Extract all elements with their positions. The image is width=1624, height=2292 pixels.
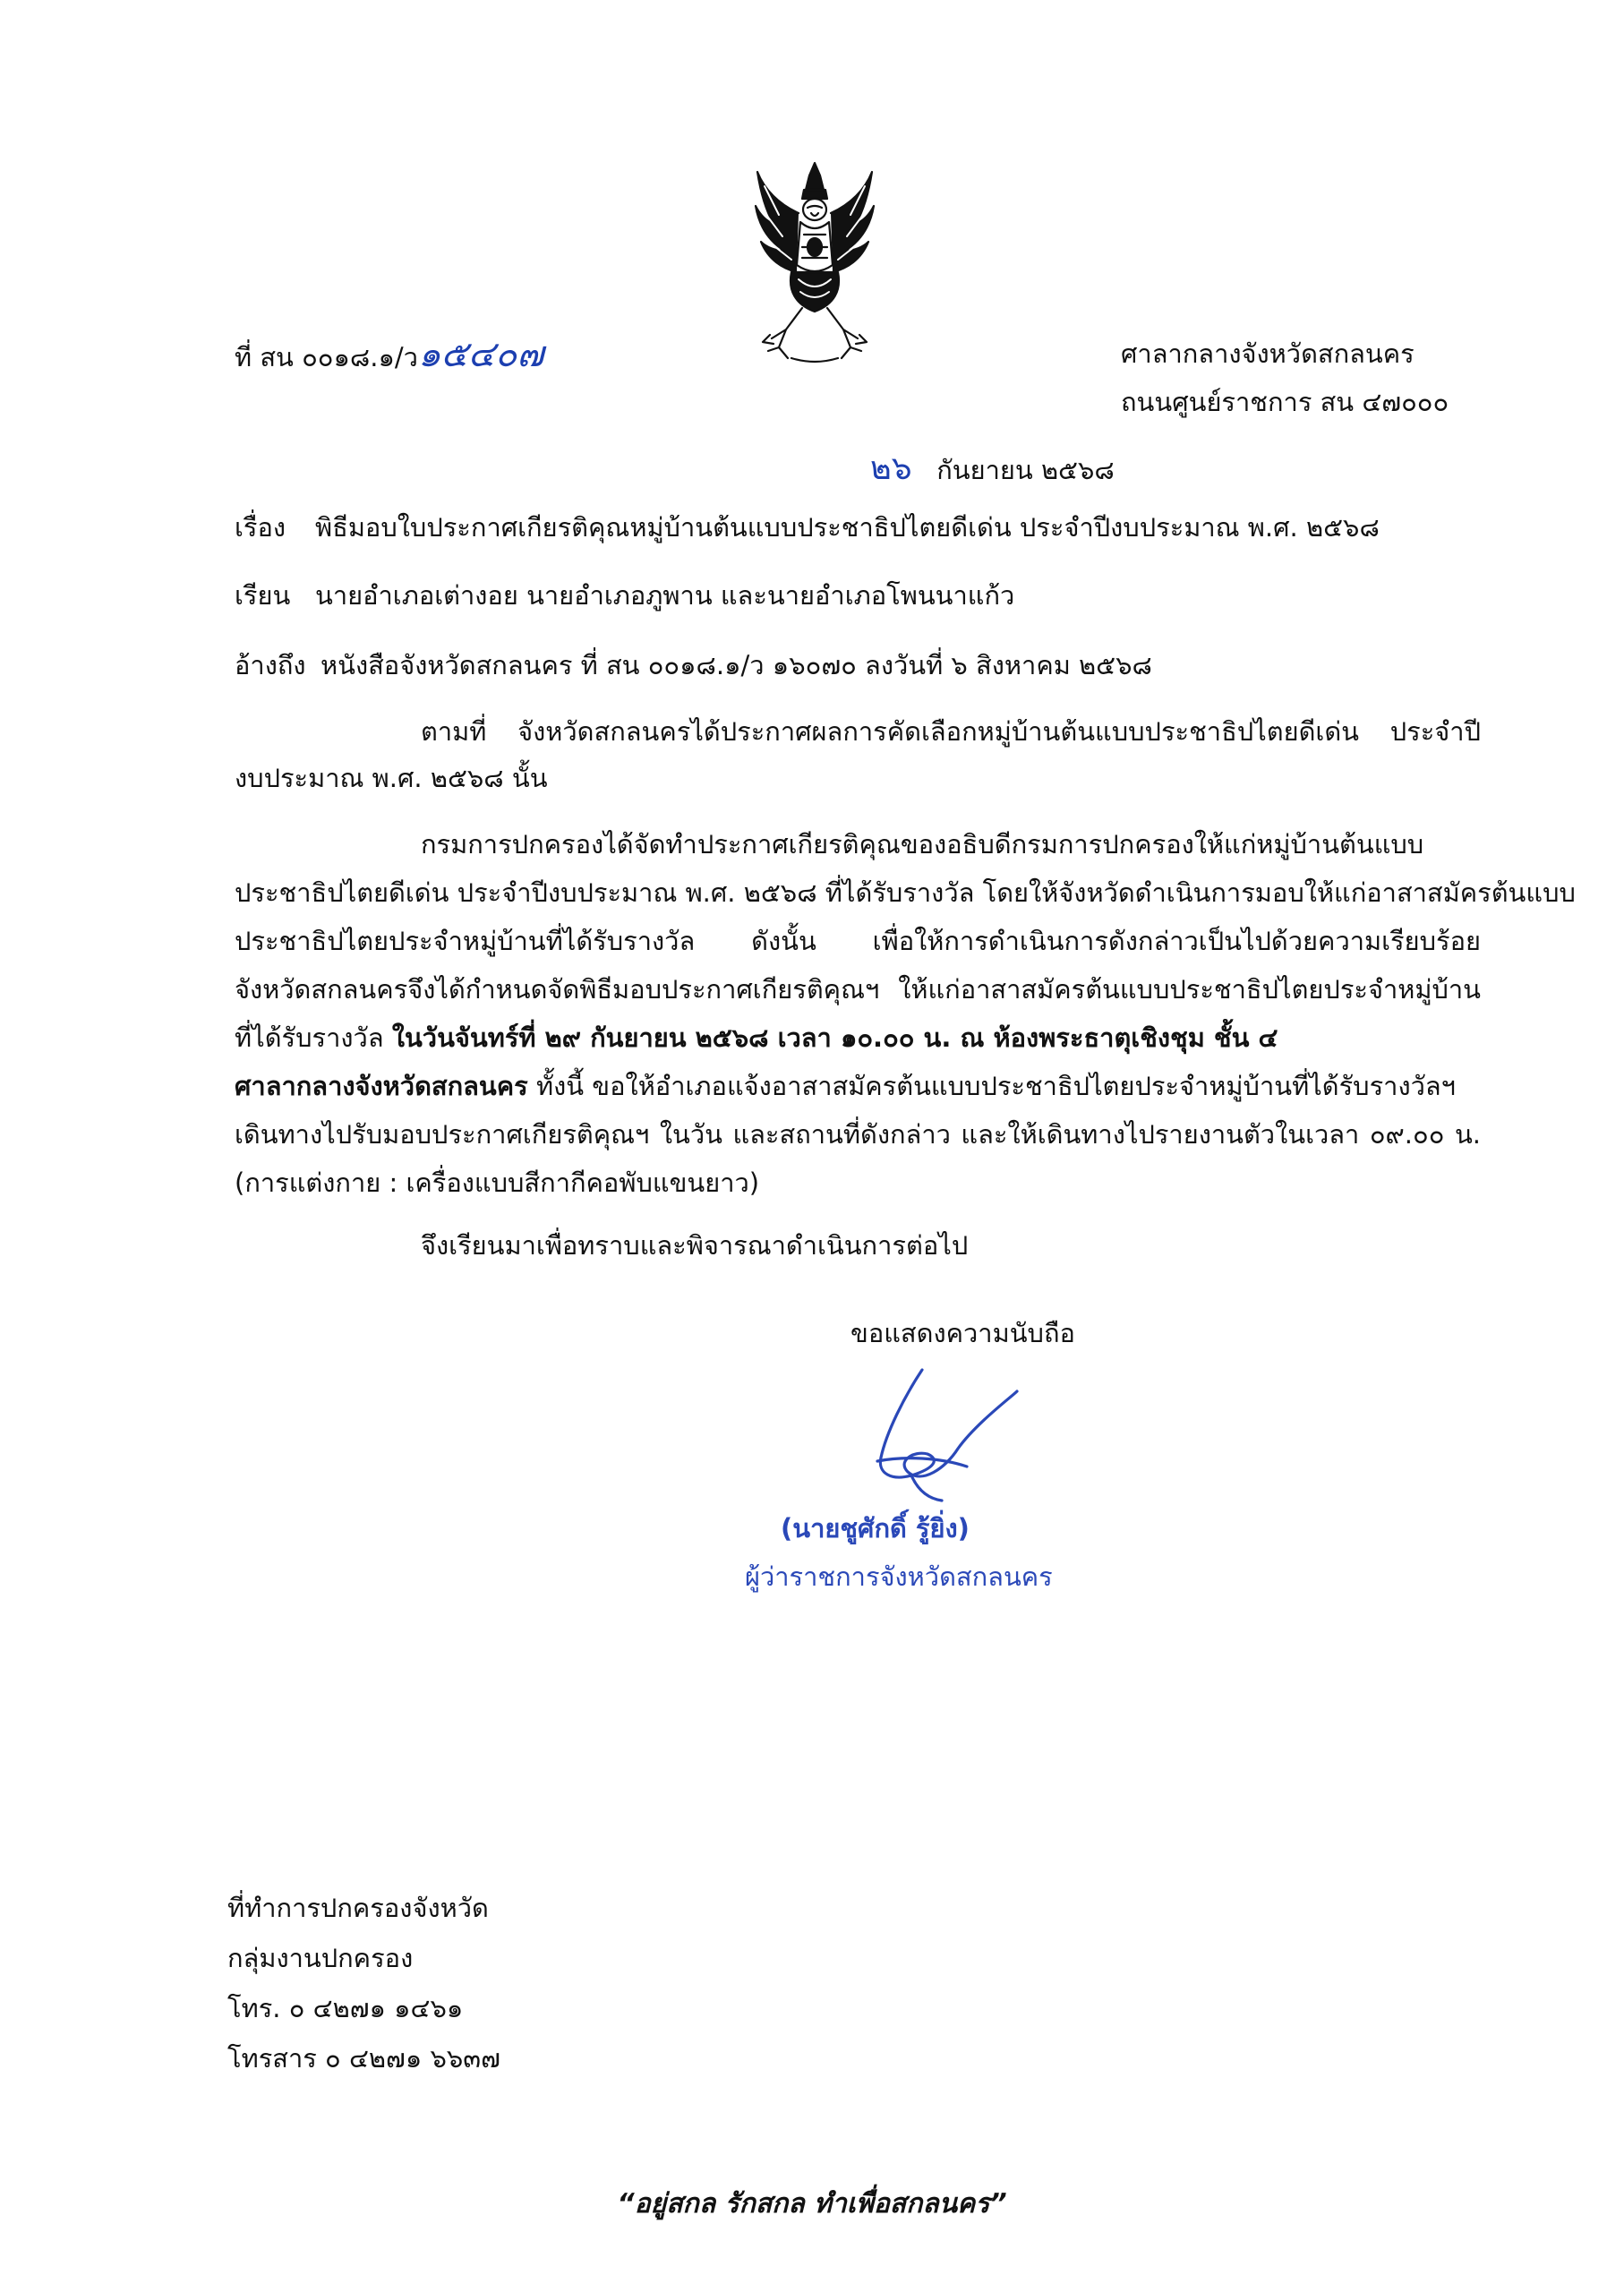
reference-text: หนังสือจังหวัดสกลนคร ที่ สน ๐๐๑๘.๑/ว ๑๖๐๗๐ ลงวันที่ ๖ สิงหาคม ๒๕๖๘ bbox=[321, 650, 1152, 680]
footer-slogan: “อยู่สกล รักสกล ทำเพื่อสกลนคร” bbox=[617, 2188, 1007, 2219]
paragraph-2-line-7: เดินทางไปรับมอบประกาศเกียรติคุณฯ ในวัน และสถานที่ดังกล่าว และให้เดินทางไปรายงานตัวในเวลา ๐๙.๐๐ น. bbox=[235, 1119, 1481, 1150]
document-number-prefix: ที่ สน ๐๐๑๘.๑/ว bbox=[235, 342, 418, 372]
paragraph-1-line-1: ตามที่ จังหวัดสกลนครได้ประกาศผลการคัดเลือกหมู่บ้านต้นแบบประชาธิปไตยดีเด่น ประจำปี bbox=[421, 716, 1481, 747]
date-month-year: กันยายน ๒๕๖๘ bbox=[936, 455, 1115, 485]
reference-label: อ้างถึง bbox=[235, 650, 306, 680]
office-address-line2: ถนนศูนย์ราชการ สน ๔๗๐๐๐ bbox=[1121, 387, 1449, 417]
paragraph-2-line-3: ประชาธิปไตยประจำหมู่บ้านที่ได้รับรางวัล ดังนั้น เพื่อให้การดำเนินการดังกล่าวเป็นไปด้วยความเรียบร้อย bbox=[235, 926, 1481, 956]
to-label: เรียน bbox=[235, 580, 291, 611]
paragraph-2-line-5-normal: ที่ได้รับรางวัล bbox=[235, 1022, 392, 1053]
garuda-emblem-icon bbox=[752, 159, 877, 365]
paragraph-2-line-8: (การแต่งกาย : เครื่องแบบสีกากีคอพับแขนยาว) bbox=[235, 1167, 760, 1198]
footer-department-line2: กลุ่มงานปกครอง bbox=[227, 1943, 414, 1973]
date-day-handwritten: ๒๖ bbox=[870, 450, 912, 487]
paragraph-2-line-1: กรมการปกครองได้จัดทำประกาศเกียรติคุณของอธิบดีกรมการปกครองให้แก่หมู่บ้านต้นแบบ bbox=[421, 829, 1424, 860]
to-line bbox=[235, 580, 1014, 611]
subject-label: เรื่อง bbox=[235, 512, 286, 543]
paragraph-1-line-2: งบประมาณ พ.ศ. ๒๕๖๘ นั้น bbox=[235, 763, 548, 793]
reference-line bbox=[235, 650, 1152, 681]
paragraph-2-line-6 bbox=[235, 1071, 1481, 1102]
document-number-handwritten: ๑๕๔๐๗ bbox=[417, 334, 544, 375]
closing-paragraph: จึงเรียนมาเพื่อทราบและพิจารณาดำเนินการต่อไป bbox=[421, 1230, 969, 1261]
paragraph-2-line-2: ประชาธิปไตยดีเด่น ประจำปีงบประมาณ พ.ศ. ๒๕๖๘ ที่ได้รับรางวัล โดยให้จังหวัดดำเนินการมอบให้แก่อาสาสมัครต้นแบบ bbox=[235, 877, 1576, 908]
signer-title: ผู้ว่าราชการจังหวัดสกลนคร bbox=[745, 1561, 1053, 1592]
footer-telephone: โทร. ๐ ๔๒๗๑ ๑๔๖๑ bbox=[227, 1993, 464, 2023]
regards-text: ขอแสดงความนับถือ bbox=[850, 1318, 1075, 1348]
paragraph-2-line-5-bold: ในวันจันทร์ที่ ๒๙ กันยายน ๒๕๖๘ เวลา ๑๐.๐๐ น. ณ ห้องพระธาตุเชิงชุม ชั้น ๔ bbox=[391, 1022, 1278, 1053]
footer-department-line1: ที่ทำการปกครองจังหวัด bbox=[227, 1893, 489, 1923]
signer-name: (นายชูศักดิ์ รู้ยิ่ง) bbox=[781, 1513, 970, 1544]
footer-fax: โทรสาร ๐ ๔๒๗๑ ๖๖๓๗ bbox=[227, 2043, 500, 2074]
paragraph-2-line-5 bbox=[235, 1022, 1481, 1054]
subject-line bbox=[235, 512, 1380, 543]
paragraph-2-line-6-bold: ศาลากลางจังหวัดสกลนคร bbox=[235, 1071, 528, 1101]
document-date bbox=[870, 449, 1115, 488]
document-number bbox=[235, 333, 543, 376]
subject-text: พิธีมอบใบประกาศเกียรติคุณหมู่บ้านต้นแบบประชาธิปไตยดีเด่น ประจำปีงบประมาณ พ.ศ. ๒๕๖๘ bbox=[315, 512, 1380, 543]
signature-icon bbox=[842, 1361, 1056, 1504]
paragraph-2-line-4: จังหวัดสกลนครจึงได้กำหนดจัดพิธีมอบประกาศเกียรติคุณฯ ให้แก่อาสาสมัครต้นแบบประชาธิปไตยประจำหมู่บ้าน bbox=[235, 974, 1481, 1005]
to-text: นายอำเภอเต่างอย นายอำเภอภูพาน และนายอำเภอโพนนาแก้ว bbox=[315, 580, 1015, 611]
paragraph-2-line-6-normal: ทั้งนี้ ขอให้อำเภอแจ้งอาสาสมัครต้นแบบประชาธิปไตยประจำหมู่บ้านที่ได้รับรางวัลฯ bbox=[527, 1071, 1456, 1101]
office-address-line1: ศาลากลางจังหวัดสกลนคร bbox=[1121, 338, 1415, 369]
